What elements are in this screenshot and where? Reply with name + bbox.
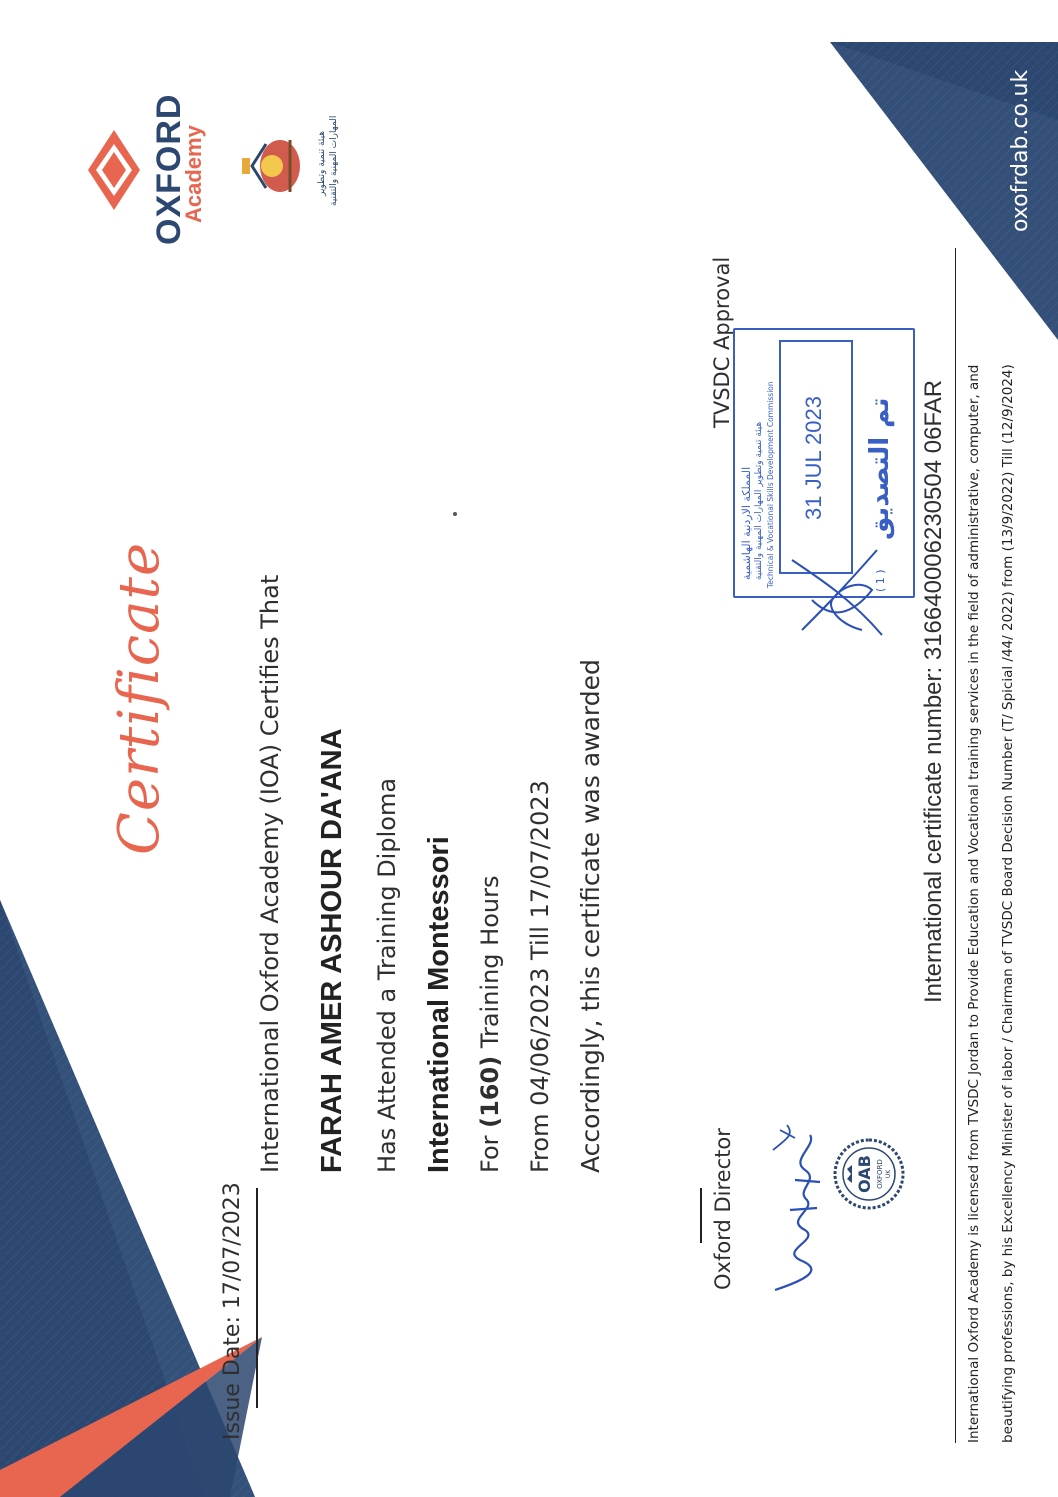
seal-subtext: OXFORD — [876, 1159, 884, 1189]
certificate-number-label: International certificate number: — [920, 666, 947, 1003]
director-signature — [765, 1110, 835, 1300]
recipient-name: FARAH AMER ASHOUR DA'ANA — [316, 728, 348, 1173]
stamp-english-sub: Technical & Vocational Skills Development Commission — [766, 381, 775, 588]
stamp-arabic-sub: هيئة تنمية وتطوير المهارات المهنية والتقنية — [754, 421, 764, 580]
certificate-title: Certificate — [107, 541, 172, 855]
seal-text: OAB — [855, 1155, 874, 1193]
diamond-logo-icon — [88, 130, 140, 210]
issue-date-label: Issue Date: — [220, 1316, 245, 1440]
issue-date-value: 17/07/2023 — [220, 1182, 245, 1310]
logo-word-oxford: OXFORD — [150, 93, 188, 245]
tvsdc-approval-label: TVSDC Approval — [710, 256, 734, 428]
website-url[interactable]: oxofrdab.co.uk — [1008, 69, 1033, 232]
jordan-crest-icon — [240, 118, 312, 214]
tvsdc-arabic-1: هيئة تنمية وتطوير — [317, 130, 327, 196]
hours-value: (160) — [476, 1055, 504, 1128]
course-name: International Montessori — [423, 836, 455, 1173]
certificate-number-value: 316640006230504 06FAR — [920, 379, 947, 661]
attended-text: Has Attended a Training Diploma — [373, 777, 401, 1173]
center-dot — [453, 512, 457, 516]
issue-date — [222, 1182, 244, 1440]
stamp-arabic-header: المملكة الاردنية الهاشمية — [740, 466, 753, 580]
footer-rule — [955, 248, 956, 1443]
hours-suffix: Training Hours — [476, 875, 504, 1056]
footer-line-1: International Oxford Academy is licensed from TVSDC Jordan to Provide Education and Vocational training services in the field of administrative, computer, and — [966, 364, 982, 1443]
oab-seal-icon — [830, 1135, 908, 1213]
date-range: From 04/06/2023 Till 17/07/2023 — [526, 780, 554, 1173]
training-hours — [478, 876, 502, 1173]
stamp-signature — [782, 540, 902, 650]
stamp-arabic-confirm: تم التصديق — [865, 397, 895, 540]
stamp-date: 31 JUL 2023 — [801, 396, 826, 520]
text-block-rule — [256, 1188, 258, 1408]
logo-word-academy: Academy — [181, 125, 206, 223]
stamp-arabic-number: ( 1 ) — [874, 569, 887, 592]
awarded-text: Accordingly, this certificate was awarded — [576, 659, 605, 1173]
intro-text: International Oxford Academy (IOA) Certifies That — [256, 574, 284, 1173]
footer-line-2: beautifying professions, by his Excellency Minister of labor / Chairman of TVSDC Board Decision Number (T/ Spicial /44/ 2022) from (13/9/2022) Till (12/9/2024) — [1000, 364, 1016, 1443]
director-rule — [700, 1188, 702, 1243]
director-label: Oxford Director — [711, 1128, 735, 1290]
stamp-date-box — [779, 340, 853, 574]
seal-country: UK — [885, 1169, 892, 1179]
certificate-number — [922, 380, 946, 1003]
tvsdc-arabic-2: المهارات المهنية والتقنية — [329, 115, 339, 206]
hours-prefix: For — [476, 1127, 504, 1173]
